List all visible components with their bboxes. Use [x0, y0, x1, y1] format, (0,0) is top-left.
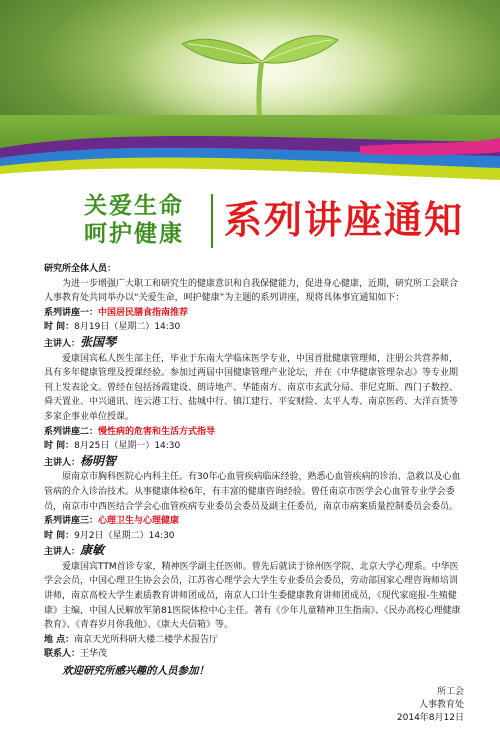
lecture-label: 系列讲座三：: [44, 516, 99, 527]
time-label: 时 间：: [44, 530, 75, 541]
venue: [44, 633, 462, 648]
notice-body: [44, 262, 462, 679]
title-divider: [211, 194, 213, 248]
welcome-line: 欢迎研究所感兴趣的人员参加！: [62, 665, 209, 678]
issuer-union: 所工会: [436, 687, 464, 697]
color-swoosh: [0, 128, 500, 198]
speaker-bio: 原南京市胸科医院心内科主任。有30年心血管疾病临床经验，熟悉心血管疾病的诊治、急救以及心血管病的介入诊治技术。从事健康体检6年，有丰富的健康咨询经验。曾任南京市医学会心血管专业学会委员，南京市中西医结合学会心血管疾病专业委员会委员及副主任委员，南京市病案质量控制委员会委员。: [44, 472, 461, 512]
lecture-time: [44, 439, 462, 454]
issue-date: 2014年8月12日: [396, 713, 464, 723]
venue-value: 南京天光所科研大楼二楼学术报告厅: [74, 634, 219, 645]
lecture-speaker: [44, 543, 462, 560]
lecture-label: 系列讲座二：: [44, 426, 99, 437]
title-slogan: [64, 192, 204, 248]
lecture-heading: [44, 514, 462, 529]
speaker-signature: 康敏: [80, 543, 105, 558]
venue-label: 地 点：: [44, 634, 75, 645]
lecture-heading: [44, 425, 462, 440]
intro-paragraph: 为进一步增强广大职工和研究生的健康意识和自我保健能力，促进身心健康，近期，研究所工会联合人事教育处共同举办以“关爱生命，呵护健康”为主题的系列讲座，现将具体事宜通知如下：: [44, 278, 459, 304]
speaker-bio: 爱康国宾TTM首诊专家，精神医学副主任医师。曾先后就读于徐州医学院、北京大学心理系。中华医学会会员，中国心理卫生协会会员，江苏省心理学会大学生专业委员会委员，劳动部国家心理咨询师培训讲师，南京高校大学生素质教育讲师团成员，南京人口计生委健康教育讲师团成员，《现代家庭报-生殖健康》主编，中国人民解放军第81医院体检中心主任。著有《少年儿童精神卫生指南》、《民办高校心理健康教育》、《青春岁月你我他》、《康大夫信箱》等。: [44, 561, 461, 631]
contact-label: 联系人：: [44, 649, 81, 660]
speaker-signature: 杨明智: [80, 453, 117, 468]
lecture-topic: 慢性病的危害和生活方式指导: [98, 426, 216, 437]
page-title: 系列讲座通知: [224, 198, 465, 242]
speaker-signature: 张国琴: [80, 334, 117, 349]
speaker-label: 主讲人：: [44, 547, 81, 558]
lecture-label: 系列讲座一：: [44, 307, 99, 318]
speaker-label: 主讲人：: [44, 457, 81, 468]
lecture-time: [44, 529, 462, 544]
time-value: 9月2日（星期二）14:30: [74, 530, 175, 541]
sprout-icon: [180, 22, 340, 127]
salutation: 研究所全体人员：: [44, 264, 117, 274]
time-label: 时 间：: [44, 322, 75, 333]
lecture-speaker: [44, 335, 462, 352]
issuer-hr: 人事教育处: [418, 700, 464, 710]
speaker-label: 主讲人：: [44, 338, 81, 349]
time-value: 8月19日（星期二）14:30: [74, 322, 181, 333]
lecture-speaker: [44, 454, 462, 471]
time-value: 8月25日（星期一）14:30: [74, 441, 181, 452]
lecture-topic: 心理卫生与心理健康: [98, 516, 180, 527]
title-slogan-line1: 关爱生命: [84, 193, 184, 219]
contact: [44, 647, 462, 662]
lecture-heading: [44, 306, 462, 321]
issuer-block: [374, 686, 464, 725]
lecture-time: [44, 320, 462, 335]
title-slogan-line2: 呵护健康: [84, 221, 184, 247]
speaker-bio: 爱康国宾私人医生部主任，毕业于东南大学临床医学专业，中国首批健康管理师，注册公共营养师，具有多年健康管理及授课经验。参加过两届中国健康管理产业论坛，并在《中华健康管理杂志》等专业期刊上发表论文。曾经在包括扬霞建设、朗诗地产、华能南方、南京市玄武分局、菲尼克斯、西门子数控、舜天置业、中兴通讯、连云港工行、盐城中行、镇江建行、平安财险、太平人寿、南京医药、大洋百货等多家企事业单位授课。: [44, 353, 459, 422]
lecture-topic: 中国居民膳食指南推荐: [98, 307, 189, 318]
contact-value: 王华茂: [80, 649, 108, 660]
time-label: 时 间：: [44, 441, 75, 452]
